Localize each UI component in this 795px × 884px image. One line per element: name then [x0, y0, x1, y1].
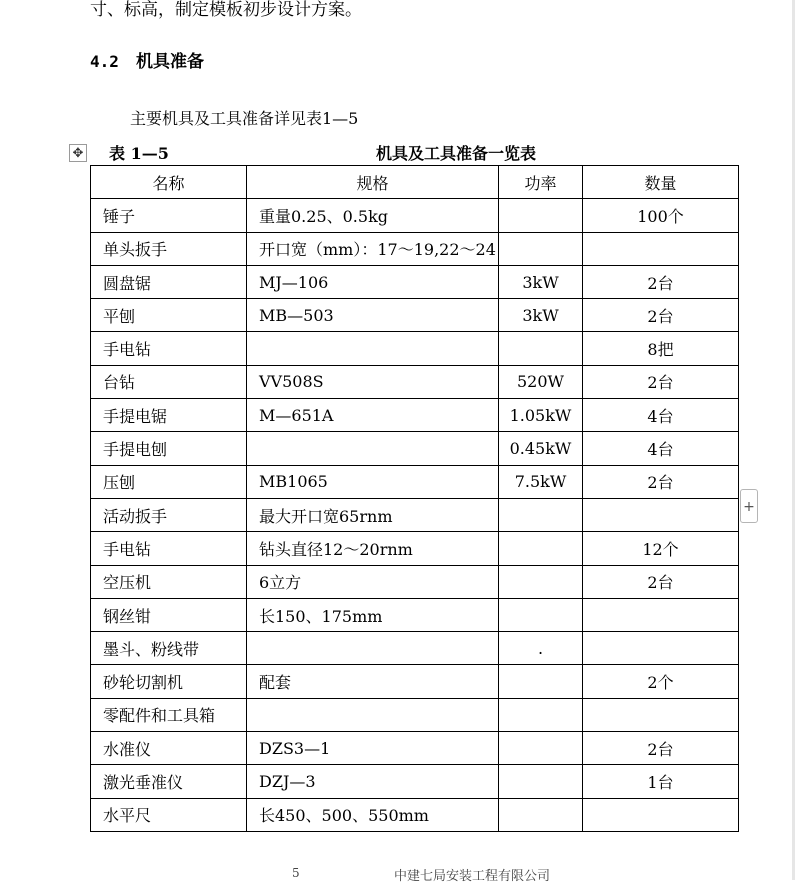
cell-spec: 6立方	[247, 565, 499, 598]
cell-spec: MJ—106	[247, 265, 499, 298]
cell-name: 手电钻	[91, 332, 247, 365]
cell-quantity	[583, 598, 739, 631]
cell-name: 钢丝钳	[91, 598, 247, 631]
table-row	[91, 465, 739, 498]
cell-spec: M—651A	[247, 399, 499, 432]
cell-name: 砂轮切割机	[91, 665, 247, 698]
section-heading	[90, 47, 204, 72]
table-row	[91, 665, 739, 698]
cell-spec: 开口宽（mm）：17～19,22～24	[247, 232, 499, 265]
section-number: 4.2	[90, 52, 119, 71]
cell-power	[499, 798, 583, 831]
cell-spec	[247, 698, 499, 731]
cell-power	[499, 598, 583, 631]
cell-power: 3kW	[499, 299, 583, 332]
cell-spec: MB—503	[247, 299, 499, 332]
cell-spec	[247, 432, 499, 465]
cell-power	[499, 332, 583, 365]
cell-name: 水准仪	[91, 732, 247, 765]
cell-name: 水平尺	[91, 798, 247, 831]
cell-quantity	[583, 698, 739, 731]
footer-company: 中建七局安装工程有限公司	[394, 869, 551, 884]
table-row	[91, 265, 739, 298]
cell-name: 手提电锯	[91, 399, 247, 432]
cell-power: 3kW	[499, 265, 583, 298]
table-row	[91, 365, 739, 398]
cell-name: 激光垂准仪	[91, 765, 247, 798]
table-row	[91, 199, 739, 232]
cell-quantity: 2台	[583, 565, 739, 598]
table-row	[91, 498, 739, 531]
header-power: 功率	[499, 166, 583, 199]
cell-power: 520W	[499, 365, 583, 398]
table-row	[91, 399, 739, 432]
table-title: 机具及工具准备一览表	[376, 144, 537, 163]
table-row	[91, 565, 739, 598]
cell-power	[499, 765, 583, 798]
cell-name: 空压机	[91, 565, 247, 598]
table-row	[91, 332, 739, 365]
cell-quantity: 4台	[583, 432, 739, 465]
cell-quantity: 2台	[583, 265, 739, 298]
table-header-row	[91, 166, 739, 199]
cell-power: 1.05kW	[499, 399, 583, 432]
table-row	[91, 632, 739, 665]
cell-name: 手提电刨	[91, 432, 247, 465]
cell-name: 压刨	[91, 465, 247, 498]
cell-name: 墨斗、粉线带	[91, 632, 247, 665]
cell-quantity: 2台	[583, 465, 739, 498]
cell-name: 台钻	[91, 365, 247, 398]
cell-spec: 配套	[247, 665, 499, 698]
cell-quantity: 2台	[583, 299, 739, 332]
table-row	[91, 232, 739, 265]
intro-paragraph: 主要机具及工具准备详见表1—5	[130, 109, 359, 128]
table-row	[91, 698, 739, 731]
cell-spec: DZS3—1	[247, 732, 499, 765]
cell-power	[499, 232, 583, 265]
cell-quantity	[583, 632, 739, 665]
header-quantity: 数量	[583, 166, 739, 199]
table-row	[91, 299, 739, 332]
table-row	[91, 432, 739, 465]
cell-quantity: 2台	[583, 365, 739, 398]
cell-power: .	[499, 632, 583, 665]
cell-power	[499, 199, 583, 232]
table-row	[91, 732, 739, 765]
cell-spec: 长450、500、550mm	[247, 798, 499, 831]
cell-quantity	[583, 498, 739, 531]
cell-quantity: 4台	[583, 399, 739, 432]
cell-spec: 长150、175mm	[247, 598, 499, 631]
cell-power	[499, 565, 583, 598]
cell-power	[499, 698, 583, 731]
cell-power	[499, 732, 583, 765]
cell-power: 7.5kW	[499, 465, 583, 498]
cell-power	[499, 532, 583, 565]
header-name: 名称	[91, 166, 247, 199]
cell-name: 手电钻	[91, 532, 247, 565]
table-number-label: 表 1—5	[109, 144, 169, 163]
page-number: 5	[292, 866, 300, 880]
cell-name: 零配件和工具箱	[91, 698, 247, 731]
table-row	[91, 798, 739, 831]
cell-name: 平刨	[91, 299, 247, 332]
table-move-handle-icon[interactable]: ✥	[69, 144, 87, 162]
cell-quantity	[583, 232, 739, 265]
cell-power	[499, 498, 583, 531]
section-title: 机具准备	[136, 52, 204, 72]
cell-spec: 钻头直径12～20rnm	[247, 532, 499, 565]
cell-spec: 重量0.25、0.5kg	[247, 199, 499, 232]
cell-quantity: 100个	[583, 199, 739, 232]
cell-spec: MB1065	[247, 465, 499, 498]
add-icon[interactable]: +	[740, 489, 758, 523]
cell-spec	[247, 632, 499, 665]
cell-power: 0.45kW	[499, 432, 583, 465]
table-row	[91, 598, 739, 631]
cell-name: 单头扳手	[91, 232, 247, 265]
previous-paragraph-text: 寸、标高，制定模板初步设计方案。	[90, 0, 362, 20]
cell-power	[499, 665, 583, 698]
cell-quantity: 1台	[583, 765, 739, 798]
cell-spec: DZJ—3	[247, 765, 499, 798]
cell-spec: 最大开口宽65rnm	[247, 498, 499, 531]
cell-quantity: 2台	[583, 732, 739, 765]
cell-name: 锤子	[91, 199, 247, 232]
table-row	[91, 765, 739, 798]
cell-quantity: 8把	[583, 332, 739, 365]
cell-spec: VV508S	[247, 365, 499, 398]
cell-quantity	[583, 798, 739, 831]
table-row	[91, 532, 739, 565]
table-body	[91, 199, 739, 832]
equipment-table	[90, 165, 739, 832]
header-spec: 规格	[247, 166, 499, 199]
cell-quantity: 2个	[583, 665, 739, 698]
cell-spec	[247, 332, 499, 365]
cell-name: 圆盘锯	[91, 265, 247, 298]
cell-quantity: 12个	[583, 532, 739, 565]
cell-name: 活动扳手	[91, 498, 247, 531]
